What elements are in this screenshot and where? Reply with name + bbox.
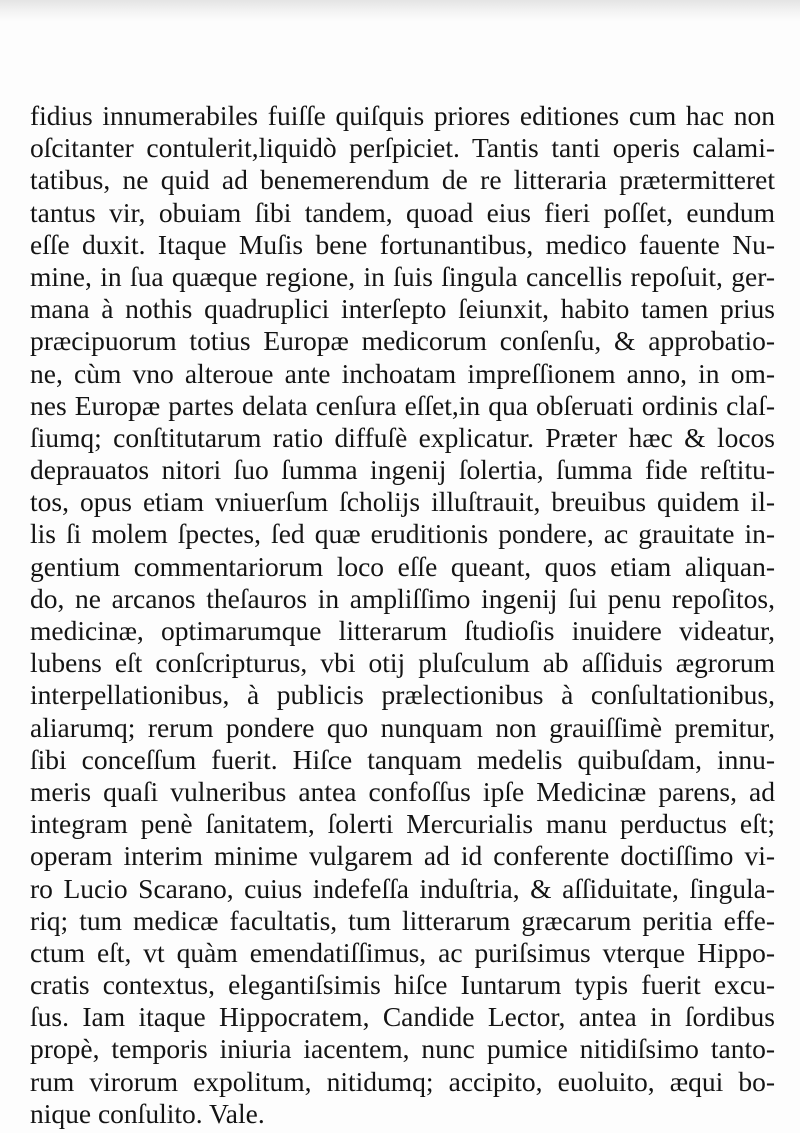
text-line: do, ne arcanos theſauros in ampliſſimo ingenij ſui penu repoſitos, — [30, 582, 775, 614]
text-line: interpellationibus, à publicis prælectionibus à conſultationibus, — [30, 679, 775, 711]
text-line: deprauatos nitori ſuo ſumma ingenij ſolertia, ſumma fide reſtitu- — [30, 454, 775, 486]
text-line: ſus. Iam itaque Hippocratem, Candide Lector, antea in ſordibus — [30, 1001, 775, 1033]
text-line: ſiumq; conſtitutarum ratio diffuſè explicatur. Præter hæc & locos — [30, 421, 775, 453]
text-line: propè, temporis iniuria iacentem, nunc pumice nitidiſsimo tanto- — [30, 1033, 775, 1065]
text-line: lis ſi molem ſpectes, ſed quæ eruditionis pondere, ac grauitate in- — [30, 518, 775, 550]
text-line: oſcitanter contulerit,liquidò perſpiciet. Tantis tanti operis calami- — [30, 132, 775, 164]
text-line: meris quaſi vulneribus antea confoſſus ipſe Medicinæ parens, ad — [30, 775, 775, 807]
text-line: integram penè ſanitatem, ſolerti Mercurialis manu perductus eſt; — [30, 808, 775, 840]
body-text — [30, 100, 775, 1130]
text-line-last: nique conſulito. Vale. — [30, 1097, 265, 1129]
text-line: nes Europæ partes delata cenſura eſſet,in qua obſeruati ordinis claſ- — [30, 389, 775, 421]
text-line: lubens eſt conſcripturus, vbi otij pluſculum ab aſſiduis ægrorum — [30, 647, 775, 679]
text-line: ctum eſt, vt quàm emendatiſſimus, ac puriſsimus vterque Hippo- — [30, 936, 775, 968]
text-line: riq; tum medicæ facultatis, tum litterarum græcarum peritia effe- — [30, 904, 775, 936]
text-line: ſibi conceſſum fuerit. Hiſce tanquam medelis quibuſdam, innu- — [30, 743, 775, 775]
text-line: tantus vir, obuiam ſibi tandem, quoad eius fieri poſſet, eundum — [30, 196, 775, 228]
text-line: fidius innumerabiles fuiſſe quiſquis priores editiones cum hac non — [30, 100, 775, 131]
page-top-edge — [0, 0, 800, 22]
text-line: ne, cùm vno alteroue ante inchoatam impreſſionem anno, in om- — [30, 357, 775, 389]
text-line: medicinæ, optimarumque litterarum ſtudioſis inuidere videatur, — [30, 615, 775, 646]
text-line: mine, in ſua quæque regione, in ſuis ſingula cancellis repoſuit, ger- — [30, 260, 775, 292]
text-line: tos, opus etiam vniuerſum ſcholijs illuſtrauit, breuibus quidem il- — [30, 486, 775, 518]
text-line: rum virorum expolitum, nitidumq; accipito, euoluito, æqui bo- — [30, 1065, 775, 1097]
text-line: gentium commentariorum loco eſſe queant, quos etiam aliquan- — [30, 550, 775, 582]
text-line: cratis contextus, elegantiſsimis hiſce Iuntarum typis fuerit excu- — [30, 969, 775, 1001]
text-line: eſſe duxit. Itaque Muſis bene fortunantibus, medico fauente Nu- — [30, 228, 775, 260]
text-line: ro Lucio Scarano, cuius indefeſſa induſtria, & aſſiduitate, ſingula- — [30, 872, 775, 904]
text-line: mana à nothis quadruplici interſepto ſeiunxit, habito tamen prius — [30, 293, 775, 325]
text-line: præcipuorum totius Europæ medicorum conſenſu, & approbatio- — [30, 325, 775, 357]
text-line: operam interim minime vulgarem ad id conferente doctiſſimo vi- — [30, 840, 775, 872]
text-line: tatibus, ne quid ad benemerendum de re litteraria prætermitteret — [30, 164, 775, 196]
text-line: aliarumq; rerum pondere quo nunquam non grauiſſimè premitur, — [30, 711, 775, 743]
